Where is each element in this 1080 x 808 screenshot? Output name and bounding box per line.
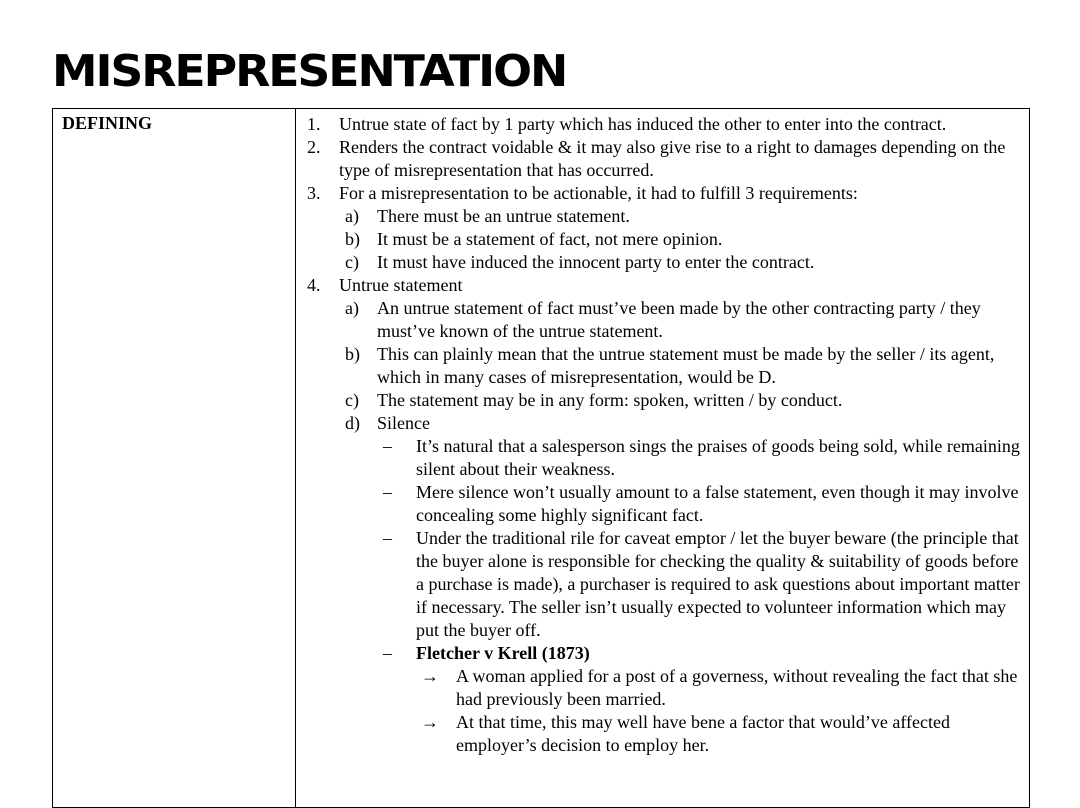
list-item (307, 251, 1025, 274)
list-marker: 1. (307, 114, 321, 134)
list-text: It’s natural that a salesperson sings the praises of goods being sold, while remaining silent about their weakness. (416, 436, 1020, 479)
list-text: Renders the contract voidable & it may also give rise to a right to damages depending on the type of misrepresentation that has occurred. (339, 137, 1006, 180)
list-item (307, 182, 1025, 205)
list-text: Untrue statement (339, 275, 463, 295)
list-marker: d) (345, 413, 360, 433)
case-heading: Fletcher v Krell (1873) (416, 643, 590, 663)
list-item (307, 274, 1025, 297)
arrow-icon: → (421, 666, 439, 686)
content-table (52, 108, 1030, 808)
list-text: Mere silence won’t usually amount to a false statement, even though it may involve concealing some highly significant fact. (416, 482, 1019, 525)
list-marker: 4. (307, 275, 321, 295)
list-text: The statement may be in any form: spoken, written / by conduct. (377, 390, 843, 410)
page-title: MISREPRESENTATION (52, 46, 567, 97)
list-item (307, 412, 1025, 435)
list-item (307, 527, 1025, 642)
list-text: For a misrepresentation to be actionable, it had to fulfill 3 requirements: (339, 183, 858, 203)
list-text: A woman applied for a post of a governess, without revealing the fact that she had previously been married. (456, 666, 1018, 709)
list-marker: – (383, 482, 392, 502)
section-content (307, 113, 1025, 757)
list-item (307, 642, 1025, 665)
list-text: Under the traditional rile for caveat emptor / let the buyer beware (the principle that the buyer alone is responsible for checking the quality & suitability of goods before a purchase is made), a purchaser is required to ask questions about important matter if necessary. The seller isn’t usually expected to volunteer information which may put the buyer off. (416, 528, 1020, 640)
list-item (307, 435, 1025, 481)
list-marker: – (383, 528, 392, 548)
list-text: Untrue state of fact by 1 party which has induced the other to enter into the contract. (339, 114, 947, 134)
list-marker: – (383, 643, 392, 663)
list-marker: b) (345, 229, 360, 249)
list-item (307, 481, 1025, 527)
list-item (307, 113, 1025, 136)
list-marker: 3. (307, 183, 321, 203)
list-item (307, 136, 1025, 182)
list-text: An untrue statement of fact must’ve been made by the other contracting party / they must’ve known of the untrue statement. (377, 298, 981, 341)
list-text: It must have induced the innocent party to enter the contract. (377, 252, 815, 272)
list-marker: a) (345, 206, 359, 226)
column-divider (295, 109, 296, 807)
list-item (307, 205, 1025, 228)
list-marker: c) (345, 390, 359, 410)
list-marker: b) (345, 344, 360, 364)
list-text: Silence (377, 413, 430, 433)
list-item (307, 297, 1025, 343)
list-text: There must be an untrue statement. (377, 206, 630, 226)
list-marker: c) (345, 252, 359, 272)
list-item (307, 389, 1025, 412)
arrow-icon: → (421, 712, 439, 732)
list-item (307, 665, 1025, 711)
list-text: At that time, this may well have bene a factor that would’ve affected employer’s decision to employ her. (456, 712, 950, 755)
list-marker: – (383, 436, 392, 456)
list-marker: a) (345, 298, 359, 318)
list-text: This can plainly mean that the untrue statement must be made by the seller / its agent, which in many cases of misrepresentation, would be D. (377, 344, 995, 387)
list-item (307, 711, 1025, 757)
list-item (307, 228, 1025, 251)
section-label-defining: DEFINING (62, 113, 153, 133)
list-item (307, 343, 1025, 389)
list-text: It must be a statement of fact, not mere opinion. (377, 229, 723, 249)
list-marker: 2. (307, 137, 321, 157)
